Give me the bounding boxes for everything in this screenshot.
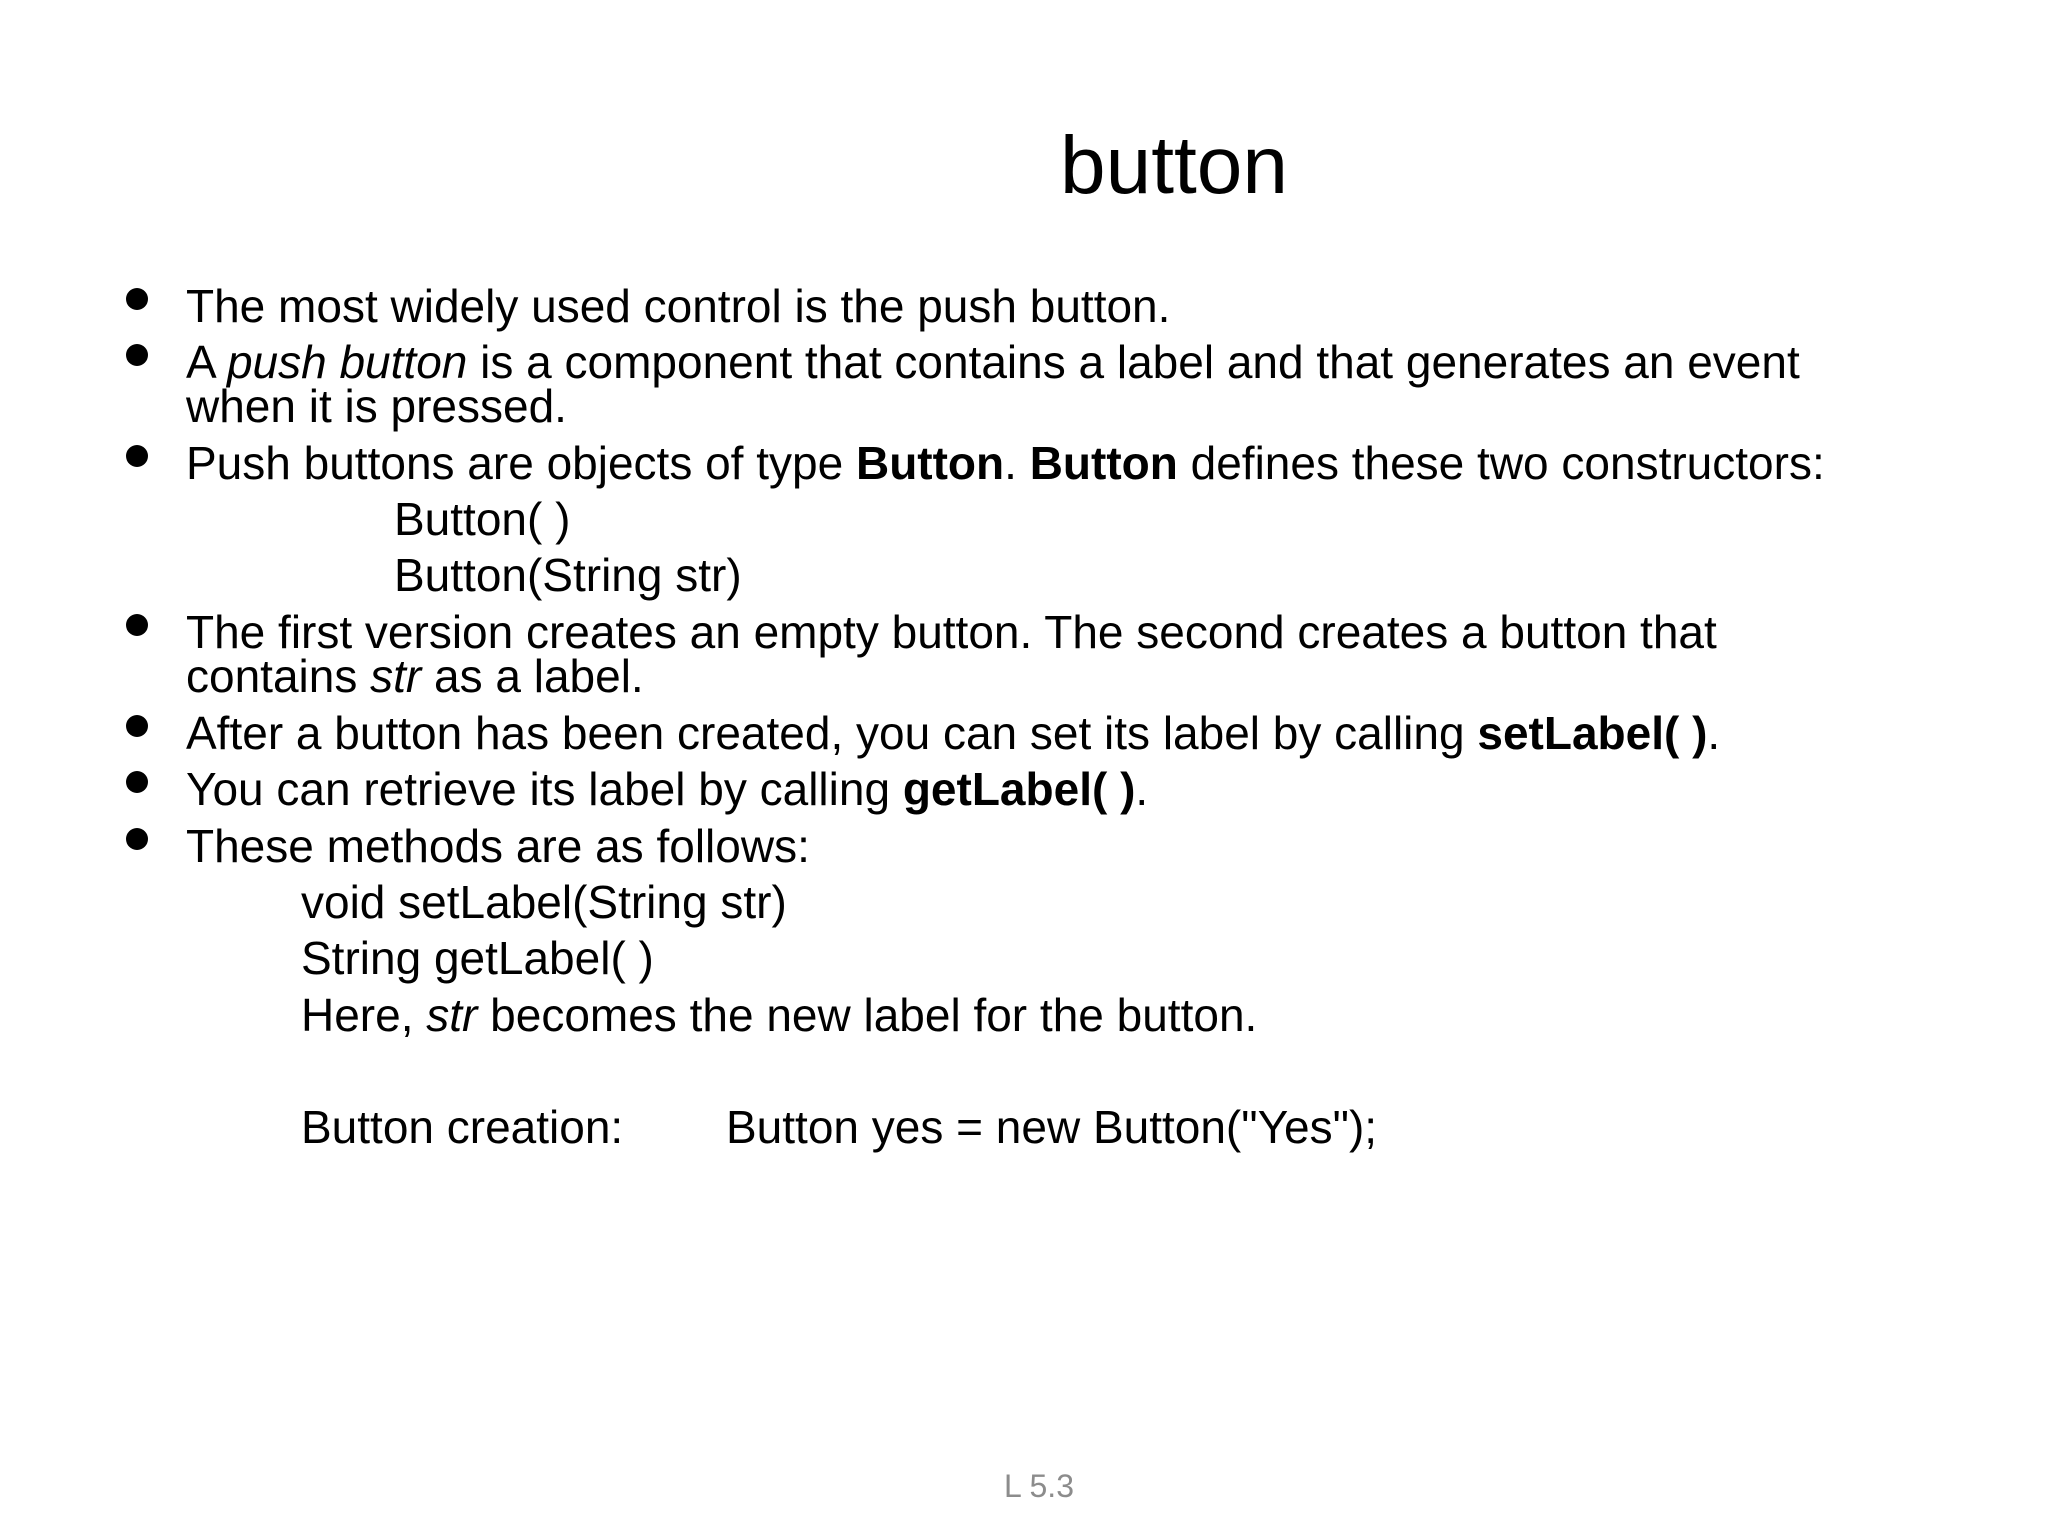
button-creation-label: Button creation: [301, 1101, 624, 1153]
bullet-dot [126, 614, 148, 636]
bullet-dot [126, 828, 148, 850]
bullet-2-line-1: A push button is a component that contains a label and that generates an event [186, 336, 1800, 388]
bullet-5-text: After a button has been created, you can set its label by calling setLabel( ). [186, 707, 1721, 759]
here-note: Here, str becomes the new label for the button. [301, 989, 1258, 1041]
method-set-label: void setLabel(String str) [301, 876, 787, 928]
bullet-4-line-2: contains str as a label. [186, 650, 644, 702]
bullet-6-text: You can retrieve its label by calling getLabel( ). [186, 763, 1149, 815]
bullet-dot [126, 344, 148, 366]
bullet-2-line-2: when it is pressed. [186, 380, 567, 432]
slide-footer: L 5.3 [1004, 1468, 1074, 1504]
button-creation-code: Button yes = new Button("Yes"); [726, 1101, 1378, 1153]
bullet-dot [126, 771, 148, 793]
bullet-4-line-1: The first version creates an empty button. The second creates a button that [186, 606, 1717, 658]
slide-title: button [1060, 120, 1288, 211]
bullet-3-text: Push buttons are objects of type Button. Button defines these two constructors: [186, 437, 1825, 489]
method-get-label: String getLabel( ) [301, 932, 654, 984]
constructor-1: Button( ) [394, 493, 571, 545]
bullet-1-text: The most widely used control is the push button. [186, 280, 1171, 332]
bullet-dot [126, 288, 148, 310]
bullet-7-text: These methods are as follows: [186, 820, 810, 872]
bullet-dot [126, 715, 148, 737]
bullet-dot [126, 445, 148, 467]
constructor-2: Button(String str) [394, 549, 742, 601]
